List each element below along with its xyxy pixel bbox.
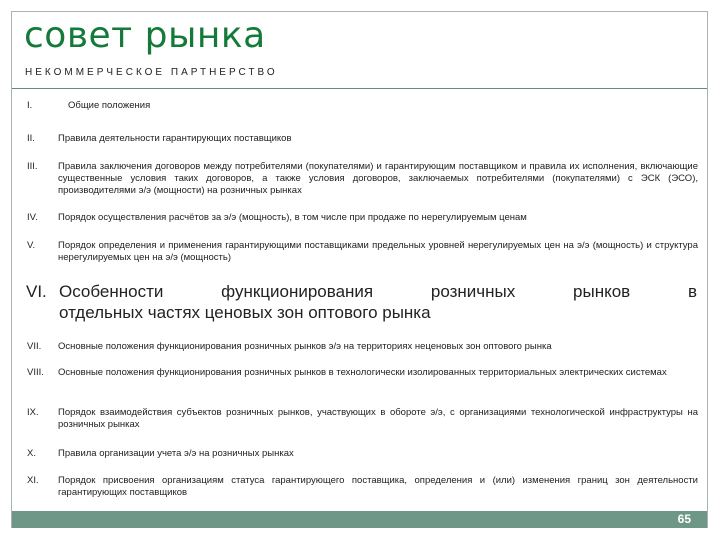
section-text: Правила деятельности гарантирующих поставщиков (58, 133, 292, 144)
section-number: IV. (27, 212, 38, 223)
section-number: VIII. (27, 367, 44, 378)
section-number: III. (27, 161, 38, 172)
section-text-line2: отдельных частях ценовых зон оптового рынка (59, 303, 431, 322)
section-text: Порядок определения и применения гарантирующими поставщиками предельных уровней нерегулируемых цен на э/э (мощность) и структура нерегулируемых цен на э/э (мощность) (58, 240, 698, 263)
section-text (59, 281, 697, 323)
sections-list (12, 89, 707, 510)
section-number: VII. (27, 341, 42, 352)
section-number: V. (27, 240, 36, 251)
section-number: X. (27, 448, 36, 459)
page-number: 65 (677, 512, 691, 526)
section-text: Общие положения (68, 100, 151, 111)
section-number: I. (27, 100, 33, 111)
section-text: Правила заключения договоров между потребителями (покупателями) и гарантирующим поставщиком и правила их исполнения, включающие существенные условия таких договоров, а также условия договоров, заключаемых потребителями (покупателями) с ЭСК (ЭСО), производителями э/э (мощности) на розничных рынках (58, 161, 698, 196)
section-text: Порядок присвоения организациям статуса гарантирующего поставщика, определения и (или) изменения границ зон деятельности гарантирующих поставщиков (58, 475, 698, 498)
section-text: Порядок взаимодействия субъектов розничных рынков, участвующих в обороте э/э, с организациями технологической инфраструктуры на розничных рынках (58, 407, 698, 430)
logo: совет рынка (24, 15, 266, 56)
logo-subtitle: НЕКОММЕРЧЕСКОЕ ПАРТНЕРСТВО (25, 67, 278, 78)
section-number: XI. (27, 475, 39, 486)
footer-bar (12, 511, 707, 528)
section-text: Основные положения функционирования розничных рынков э/э на территориях неценовых зон оптового рынка (58, 341, 552, 352)
section-text: Правила организации учета э/э на розничных рынках (58, 448, 294, 459)
section-text-line1: Особенности функционирования розничных рынков в (59, 282, 697, 301)
section-text: Порядок осуществления расчётов за э/э (мощность), в том числе при продаже по нерегулируемым ценам (58, 212, 527, 223)
section-number: II. (27, 133, 35, 144)
section-text: Основные положения функционирования розничных рынков в технологически изолированных территориальных электрических системах (58, 367, 667, 378)
section-number: VI. (26, 282, 47, 301)
section-number: IX. (27, 407, 39, 418)
